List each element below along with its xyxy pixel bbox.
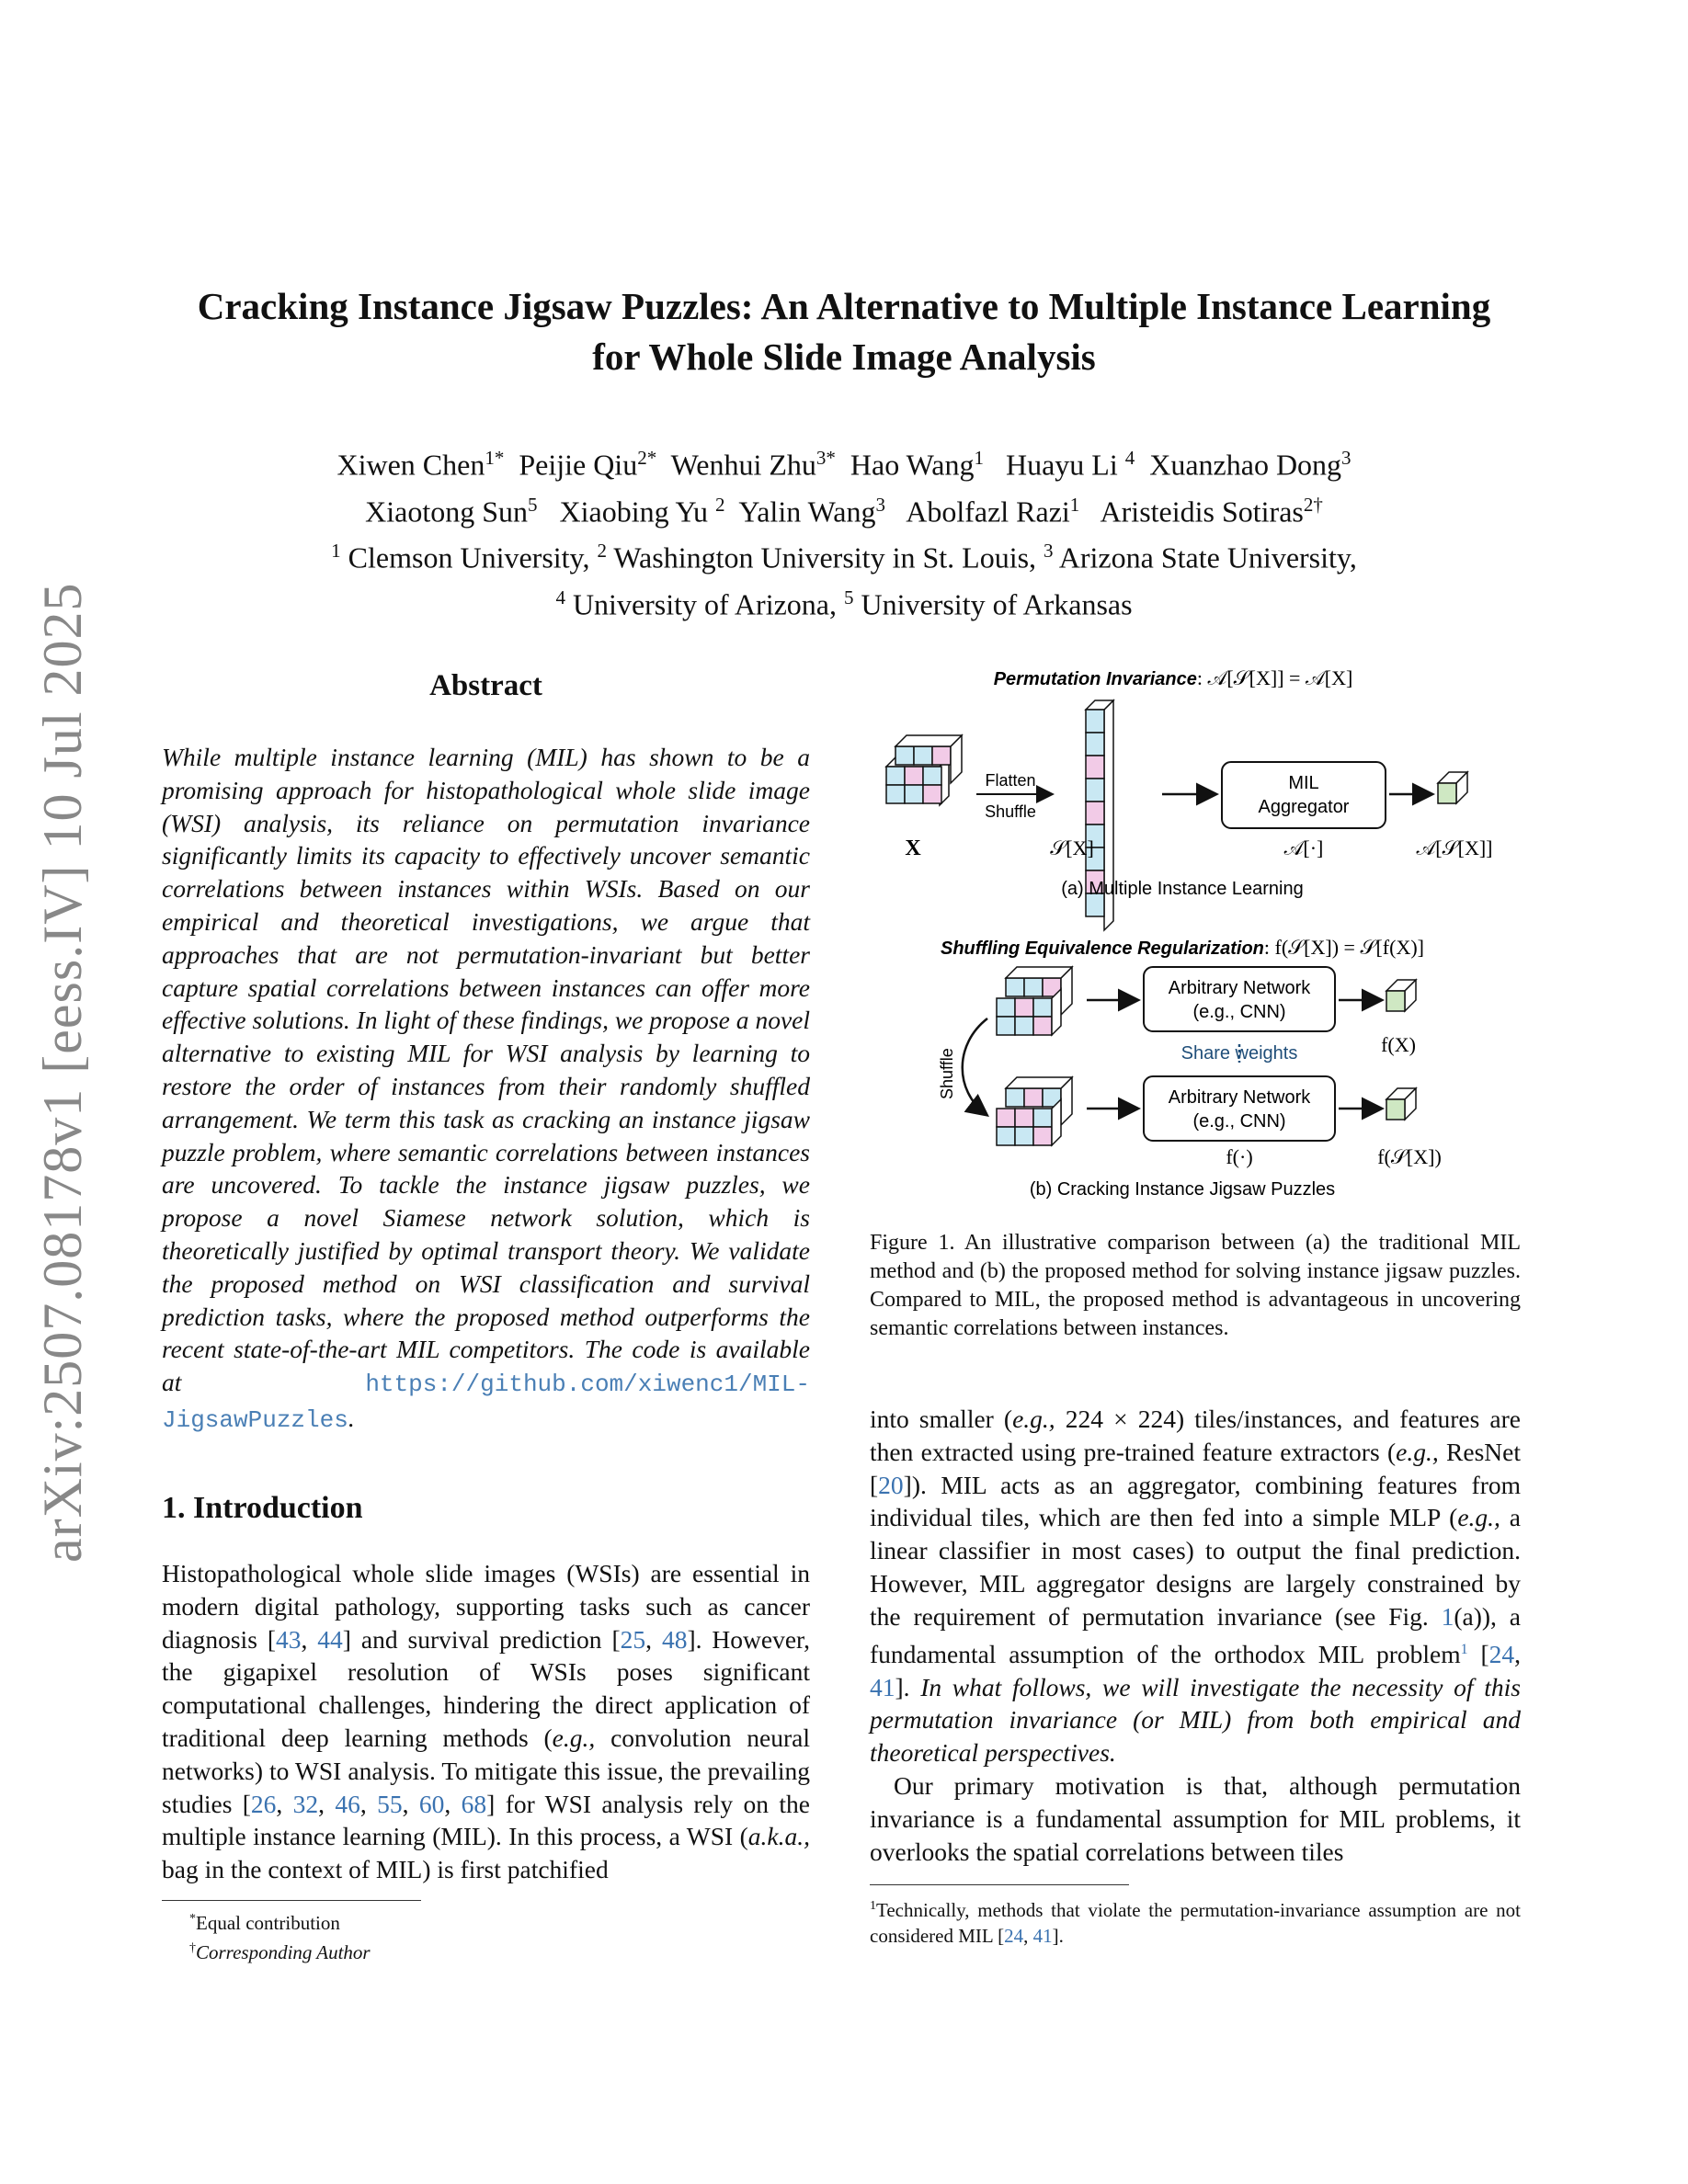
citation-link[interactable]: 68 [461, 1789, 487, 1818]
figure-1-caption: Figure 1. An illustrative comparison between (a) the traditional MIL method and (b) the proposed method for solving instance jigsaw puzzles. Compared to MIL, the proposed method is advantageous in uncovering semantic correlations between instances. [870, 1231, 1521, 1340]
arxiv-identifier: arXiv:2507.08178v1 [eess.IV] 10 Jul 2025 [32, 582, 93, 1563]
flatten-label: Flatten [985, 771, 1036, 790]
subcaption-b: (b) Cracking Instance Jigsaw Puzzles [1029, 1179, 1336, 1200]
share-weights-label: Share weights [1180, 1043, 1298, 1064]
affil-sup: 2 [597, 540, 607, 563]
author-sup: 2 [715, 493, 725, 516]
affil-sup: 3 [1044, 540, 1054, 563]
intro-text: ]. However, the gigapixel resolution of WSIs poses significant computational challenges, hindering the direct application of traditional deep learning methods ( [162, 1624, 810, 1752]
intro-text: bag in the context of MIL) is first patchified [162, 1855, 609, 1884]
right-column-text [870, 1403, 1521, 1868]
label-fx: f(X) [1381, 1033, 1416, 1056]
body-text: into smaller ( [870, 1405, 1013, 1433]
body-text: 224 × 224) tiles/instances, and features are then extracted using pre-trained feature extractors ( [870, 1405, 1521, 1466]
title-line-1: Cracking Instance Jigsaw Puzzles: An Alternative to Multiple Instance Learning [197, 285, 1491, 327]
footnote-equal [189, 1906, 371, 1936]
mil-aggregator-box [1222, 762, 1386, 828]
affiliation: University of Arkansas [861, 587, 1133, 621]
author-sup: 1 [974, 447, 984, 469]
intro-text: ] for WSI analysis rely on the multiple instance learning (MIL). In this process, a WSI ( [162, 1789, 810, 1851]
body-italic: e.g., [1457, 1503, 1500, 1532]
body-text: a linear classifier in most cases) to output the final prediction. However, MIL aggregator designs are largely constrained by the requirement of permutation invariance (see Fig. [870, 1503, 1521, 1631]
author-sup: 2† [1303, 493, 1323, 516]
author-line-2 [110, 485, 1578, 532]
author-sup: 4 [1124, 447, 1135, 469]
affil-sup: 5 [843, 586, 854, 609]
footnote-text: Corresponding Author [196, 1941, 371, 1963]
affiliation: Clemson University, [348, 540, 590, 574]
author-block [110, 438, 1578, 625]
net-bottom-label-1: Arbitrary Network [1168, 1087, 1311, 1108]
output-cube-a [1438, 772, 1467, 803]
citation-link[interactable]: 26 [250, 1789, 277, 1818]
citation-link[interactable]: 24 [1004, 1925, 1024, 1947]
mil-label-2: Aggregator [1258, 797, 1350, 817]
citation-link[interactable]: 48 [661, 1624, 688, 1654]
author-sup: 3* [815, 447, 836, 469]
body-text: [ [1467, 1639, 1489, 1668]
author-sup: 3 [1341, 447, 1352, 469]
label-fsx: f(𝒮[X]) [1377, 1145, 1442, 1168]
body-text: (a)), a fundamental assumption of the orthodox MIL problem [870, 1601, 1521, 1668]
author-name: Xuanzhao Dong [1149, 448, 1342, 482]
intro-text: ] and survival prediction [ [342, 1624, 621, 1654]
abstract-body: While multiple instance learning (MIL) has shown to be a promising approach for histopathological whole slide image (WSI) analysis, its reliance on permutation invariance significantly limits its capacity to effectively uncover semantic correlations between instances within WSIs. Based on our empirical and theoretical investigations, we argue that approaches that are not permutation-invariant but better capture spatial correlations between instances can offer more effective solutions. In light of these findings, we propose a novel alternative to existing MIL for WSI analysis by learning to restore the order of instances from their randomly shuffled arrangement. We term this task as cracking an instance jigsaw puzzle problem, where semantic correlations between instances are uncovered. To tackle the instance jigsaw puzzles, we propose a novel Siamese network solution, which is theoretically justified by optimal transport theory. We validate the proposed method on WSI classification and survival prediction tasks, where the proposed method outperforms the recent state-of-the-art MIL competitors. The code is available at [162, 743, 810, 1397]
figure-a-header: Permutation Invariance: 𝒜[𝒮[X]] = 𝒜[X] [993, 666, 1353, 689]
net-top-label-2: (e.g., CNN) [1192, 1002, 1286, 1022]
author-name: Peijie Qiu [519, 448, 638, 482]
author-name: Abolfazl Razi [906, 495, 1070, 529]
footnote-rule [162, 1900, 421, 1901]
footnote-end: ]. [1052, 1925, 1064, 1947]
intro-italic: e.g., [552, 1723, 596, 1752]
net-top-label-1: Arbitrary Network [1168, 978, 1311, 998]
author-name: Xiaobing Yu [559, 495, 708, 529]
citation-link[interactable]: 55 [377, 1789, 403, 1818]
figure-diagram [870, 658, 1521, 1210]
label-x: X [905, 836, 921, 860]
citation-link[interactable]: 24 [1488, 1639, 1515, 1668]
citation-link[interactable]: 25 [620, 1624, 646, 1654]
footnote-corresponding [189, 1936, 371, 1965]
output-cube-fx [1386, 980, 1416, 1011]
author-name: Hao Wang [850, 448, 975, 482]
citation-link[interactable]: 20 [878, 1470, 904, 1499]
author-name: Xiwen Chen [336, 448, 485, 482]
citation-link[interactable]: 41 [870, 1672, 895, 1701]
affiliation: Arizona State University, [1058, 540, 1357, 574]
footnote-text: Technically, methods that violate the permutation-invariance assumption are not considered MIL [ [870, 1899, 1521, 1947]
code-link[interactable]: https://github.com/xiwenc1/MIL-JigsawPuzzles [162, 1371, 810, 1434]
author-sup: 3 [875, 493, 885, 516]
body-italic: e.g., [1012, 1405, 1055, 1433]
label-fdot: f(·) [1226, 1145, 1253, 1168]
affiliation: University of Arizona, [572, 587, 837, 621]
intro-text: Histopathological whole slide images (WSIs) are essential in modern digital pathology, supporting tasks such as cancer diagnosis [ [162, 1559, 810, 1654]
footnotes-left [189, 1906, 371, 1965]
footnote-mark: † [189, 1941, 196, 1955]
shuffle-curve-arrow [963, 1018, 987, 1114]
affiliation: Washington University in St. Louis, [613, 540, 1037, 574]
figure-link[interactable]: 1 [1441, 1601, 1454, 1631]
intro-paragraph: Histopathological whole slide images (WSIs) are essential in modern digital pathology, supporting tasks such as cancer diagnosis [43, 44] and survival prediction [25, 48]. However, the gigapixel resolution of WSIs poses significant computational challenges, hindering the direct application of traditional deep learning methods (e.g., convolution neural networks) to WSI analysis. To mitigate this issue, the prevailing studies [26, 32, 46, 55, 60, 68] for WSI analysis rely on the multiple instance learning (MIL). In this process, a WSI (a.k.a., bag in the context of MIL) is first patchified [162, 1559, 810, 1884]
subcaption-a: (a) Multiple Instance Learning [1061, 879, 1304, 899]
author-name: Xiaotong Sun [365, 495, 529, 529]
citation-link[interactable]: 44 [317, 1624, 343, 1654]
footnote-rule-right [870, 1884, 1129, 1885]
affil-sup: 1 [331, 540, 341, 563]
net-bottom-label-2: (e.g., CNN) [1192, 1111, 1286, 1132]
paper-title [110, 281, 1578, 382]
affiliation-line-1 [110, 531, 1578, 578]
citation-link[interactable]: 41 [1032, 1925, 1053, 1947]
intro-italic: a.k.a., [747, 1822, 810, 1851]
label-asx: 𝒜[𝒮[X]] [1416, 836, 1493, 859]
right-paragraph-1: into smaller (e.g., 224 × 224) tiles/instances, and features are then extracted using pre-trained feature extractors (e.g., ResNet [20]). MIL acts as an aggregator, combining features from individual tiles, which are then fed into a simple MLP (e.g., a linear classifier in most cases) to output the final prediction. However, MIL aggregator designs are largely constrained by the requirement of permutation invariance (see Fig. 1(a)), a fundamental assumption of the orthodox MIL problem$^1$ [24, 41]. In what follows, we will investigate the necessity of this permutation invariance (or MIL) from both empirical and theoretical perspectives. [870, 1405, 1521, 1768]
author-name: Wenhui Zhu [670, 448, 816, 482]
label-a-dot: 𝒜[·] [1283, 836, 1324, 859]
figure-b-header: Shuffling Equivalence Regularization: f(𝒮[X]) = 𝒮[f(X)] [940, 936, 1425, 959]
abstract-heading: Abstract [429, 669, 542, 702]
figure-1 [870, 658, 1521, 1210]
body-text: ]). MIL acts as an aggregator, combining features from individual tiles, which are then fed into a simple MLP ( [870, 1470, 1521, 1532]
shuffle-label: Shuffle [985, 802, 1036, 821]
abstract-text [162, 741, 810, 1438]
output-cube-fsx [1386, 1088, 1416, 1120]
title-line-2: for Whole Slide Image Analysis [592, 336, 1096, 378]
author-sup: 1 [1069, 493, 1080, 516]
label-sx: 𝒮[X] [1050, 836, 1094, 859]
affiliation-line-2 [110, 578, 1578, 625]
author-name: Aristeidis Sotiras [1100, 495, 1304, 529]
author-name: Huayu Li [1005, 448, 1118, 482]
footnote-link[interactable]: 1 [1460, 1641, 1468, 1657]
citation-link[interactable]: 32 [292, 1789, 319, 1818]
footnote-mark: * [189, 1912, 196, 1926]
right-paragraph-2: Our primary motivation is that, although permutation invariance is a fundamental assumption for MIL problems, it overlooks the spatial correlations between tiles [870, 1770, 1521, 1866]
footnote-right: $^1$Technically, methods that violate the permutation-invariance assumption are not considered MIL [24, 41]. [870, 1899, 1521, 1947]
mil-label-1: MIL [1288, 773, 1319, 793]
footnote-text: Equal contribution [196, 1912, 340, 1934]
intro-text: convolution neural networks) to WSI analysis. To mitigate this issue, the prevailing studies [ [162, 1723, 810, 1818]
instance-grid-top [997, 967, 1072, 1035]
abstract-end: . [348, 1403, 355, 1432]
shuffle-vertical-label: Shuffle [938, 1048, 956, 1099]
instance-grid-x [886, 735, 962, 805]
footnote-mark: 1 [870, 1899, 876, 1913]
body-italic: In what follows, we will investigate the necessity of this permutation invariance (or MIL) from both empirical and theoretical perspectives. [870, 1672, 1521, 1768]
author-sup: 5 [528, 493, 538, 516]
citation-link[interactable]: 60 [418, 1789, 445, 1818]
citation-link[interactable]: 43 [275, 1624, 302, 1654]
body-text: ]. [895, 1672, 921, 1701]
citation-link[interactable]: 46 [335, 1789, 360, 1818]
author-name: Yalin Wang [738, 495, 876, 529]
section-heading-introduction: 1. Introduction [162, 1491, 363, 1525]
author-sup: 2* [637, 447, 657, 469]
author-sup: 1* [485, 447, 505, 469]
body-text: ResNet [ [870, 1437, 1521, 1499]
author-line-1 [110, 438, 1578, 485]
affil-sup: 4 [555, 586, 565, 609]
body-italic: e.g., [1396, 1437, 1439, 1466]
instance-grid-shuffled [997, 1077, 1072, 1145]
